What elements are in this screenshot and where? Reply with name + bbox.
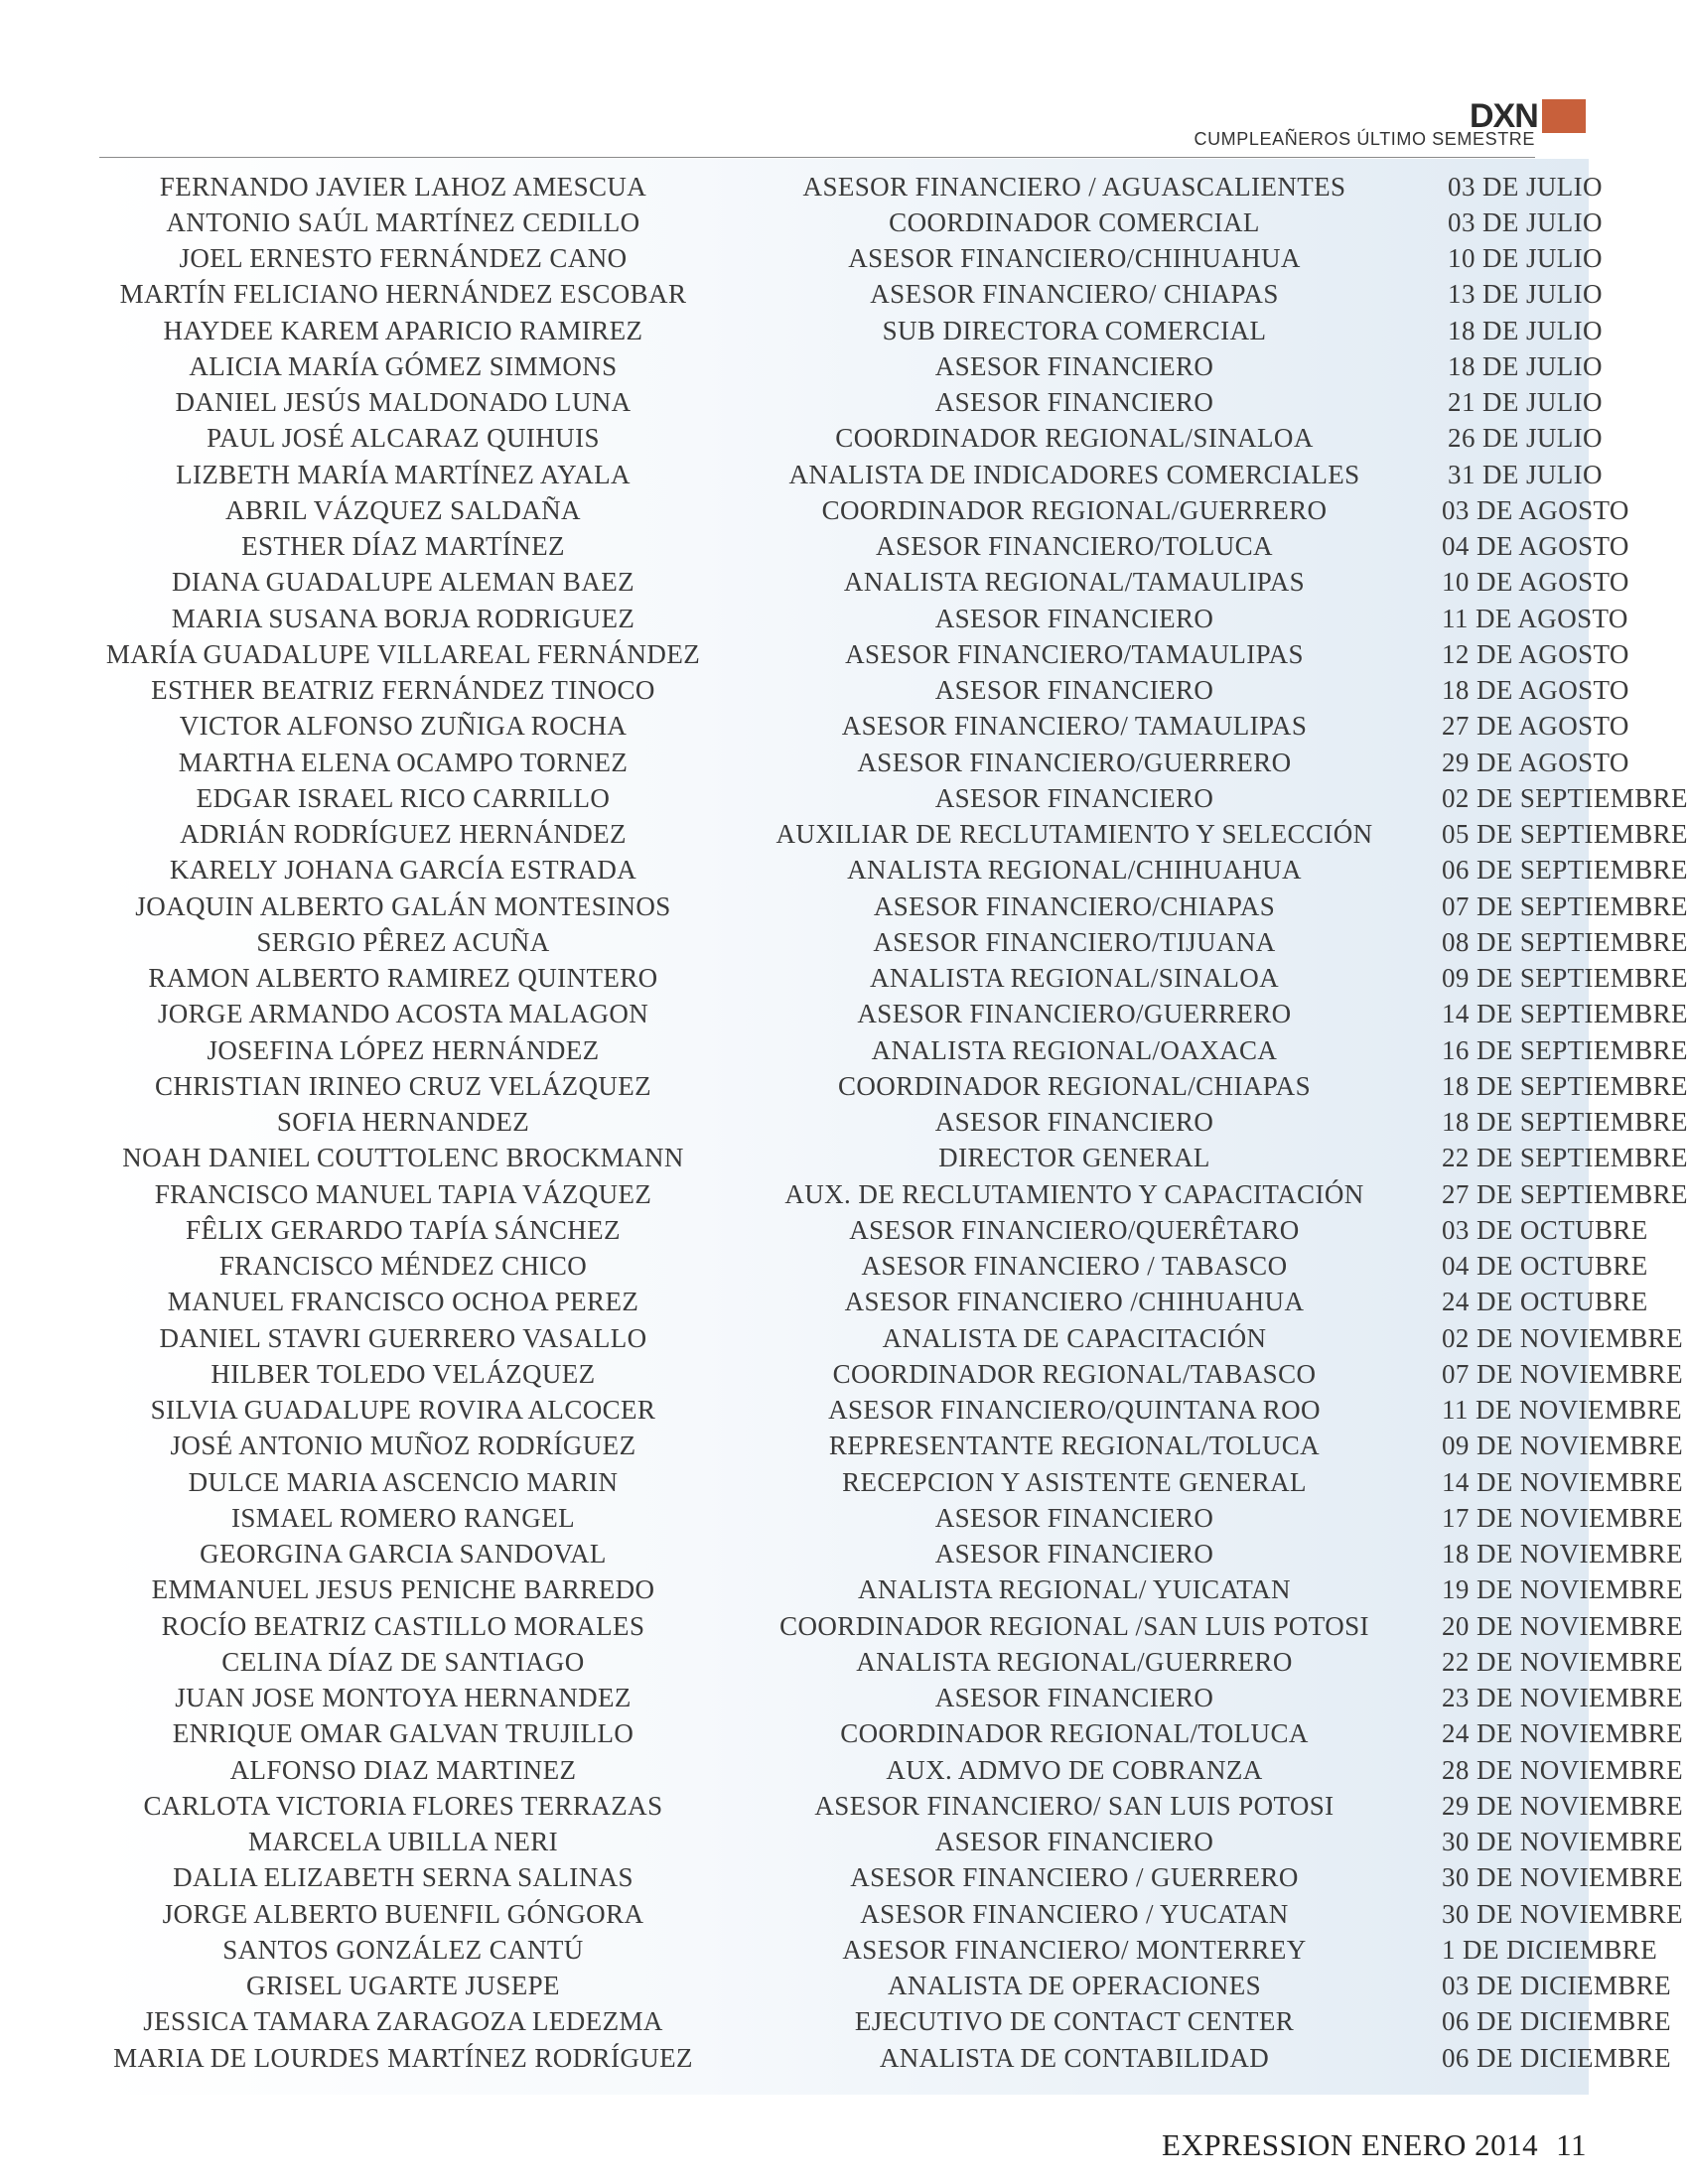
table-row [99, 1608, 1683, 1644]
table-row [99, 2040, 1671, 2076]
table-row [99, 313, 1609, 348]
employee-role: ASESOR FINANCIERO [934, 782, 1214, 813]
employee-role: ASESOR FINANCIERO/ TAMAULIPAS [841, 711, 1308, 742]
table-row [99, 1320, 1683, 1356]
employee-name: MARIA DE LOURDES MARTÍNEZ RODRÍGUEZ [113, 2042, 693, 2073]
birthday-date: 19 DE NOVIEMBRE [1442, 1574, 1683, 1605]
table-row [99, 1356, 1683, 1392]
employee-name: JORGE ARMANDO ACOSTA MALAGON [157, 999, 649, 1029]
employee-role: ASESOR FINANCIERO / TABASCO [861, 1251, 1288, 1282]
table-row [99, 169, 1609, 205]
employee-name: JOAQUIN ALBERTO GALÁN MONTESINOS [135, 890, 671, 921]
birthday-date: 02 DE SEPTIEMBRE [1442, 782, 1688, 813]
birthday-date: 13 DE JULIO [1448, 279, 1603, 310]
employee-name: ABRIL VÁZQUEZ SALDAÑA [225, 494, 581, 525]
birthday-date: 18 DE SEPTIEMBRE [1442, 1070, 1688, 1101]
employee-role: EJECUTIVO DE CONTACT CENTER [854, 2006, 1295, 2037]
table-row [99, 1572, 1683, 1608]
table-row [99, 348, 1609, 384]
header-rule [99, 157, 1535, 158]
birthday-date: 22 DE NOVIEMBRE [1442, 1646, 1683, 1677]
employee-role: ASESOR FINANCIERO/QUERÊTARO [849, 1214, 1300, 1245]
table-row [99, 1393, 1682, 1429]
employee-name: ALICIA MARÍA GÓMEZ SIMMONS [189, 350, 618, 381]
birthday-date: 03 DE JULIO [1448, 206, 1603, 237]
table-row [99, 1105, 1688, 1141]
employee-role: ASESOR FINANCIERO [934, 1827, 1214, 1857]
birthday-date: 24 DE NOVIEMBRE [1442, 1718, 1683, 1749]
employee-name: MARTÍN FELICIANO HERNÁNDEZ ESCOBAR [119, 279, 687, 310]
employee-name: SILVIA GUADALUPE ROVIRA ALCOCER [150, 1395, 656, 1426]
birthday-date: 28 DE NOVIEMBRE [1442, 1754, 1683, 1785]
employee-role: ASESOR FINANCIERO/GUERRERO [857, 747, 1292, 777]
table-row [99, 1932, 1658, 1968]
employee-role: COORDINADOR REGIONAL /SAN LUIS POTOSI [779, 1610, 1369, 1641]
employee-role: ASESOR FINANCIERO [934, 1107, 1214, 1138]
birthday-date: 04 DE AGOSTO [1442, 531, 1629, 562]
employee-name: ESTHER BEATRIZ FERNÁNDEZ TINOCO [151, 675, 655, 706]
table-row [99, 1068, 1688, 1104]
table-row [99, 492, 1629, 528]
table-row [99, 565, 1629, 601]
employee-role: ANALISTA REGIONAL/OAXACA [871, 1034, 1278, 1065]
table-row [99, 853, 1688, 888]
birthday-date: 07 DE SEPTIEMBRE [1442, 890, 1688, 921]
birthday-date: 26 DE JULIO [1448, 423, 1603, 454]
employee-name: JOSEFINA LÓPEZ HERNÁNDEZ [207, 1034, 600, 1065]
employee-name: FRANCISCO MÉNDEZ CHICO [218, 1251, 588, 1282]
publication-title: EXPRESSION ENERO 2014 [1162, 2127, 1539, 2162]
birthday-date: 1 DE DICIEMBRE [1442, 1934, 1658, 1965]
employee-role: ASESOR FINANCIERO/GUERRERO [857, 999, 1292, 1029]
section-title: CUMPLEAÑEROS ÚLTIMO SEMESTRE [1194, 129, 1535, 149]
table-row [99, 961, 1688, 997]
employee-name: ADRIÁN RODRÍGUEZ HERNÁNDEZ [180, 819, 627, 850]
employee-name: ESTHER DÍAZ MARTÍNEZ [241, 531, 565, 562]
employee-role: COORDINADOR REGIONAL/TOLUCA [840, 1718, 1309, 1749]
employee-role: ASESOR FINANCIERO / YUCATAN [860, 1898, 1289, 1929]
birthday-date: 10 DE JULIO [1448, 243, 1603, 274]
employee-name: PAUL JOSÉ ALCARAZ QUIHUIS [207, 423, 600, 454]
employee-role: REPRESENTANTE REGIONAL/TOLUCA [828, 1431, 1321, 1461]
employee-role: COORDINADOR REGIONAL/GUERRERO [821, 494, 1328, 525]
employee-name: MANUEL FRANCISCO OCHOA PEREZ [167, 1287, 639, 1317]
birthday-date: 22 DE SEPTIEMBRE [1442, 1143, 1688, 1173]
birthday-date: 03 DE OCTUBRE [1442, 1214, 1648, 1245]
employee-role: AUXILIAR DE RECLUTAMIENTO Y SELECCIÓN [775, 819, 1373, 850]
birthday-date: 03 DE JULIO [1448, 171, 1603, 202]
table-row [99, 457, 1609, 492]
table-row [99, 1176, 1688, 1212]
birthday-date: 09 DE SEPTIEMBRE [1442, 963, 1688, 994]
employee-name: NOAH DANIEL COUTTOLENC BROCKMANN [122, 1143, 684, 1173]
employee-name: MARIA SUSANA BORJA RODRIGUEZ [171, 603, 635, 633]
employee-name: GRISEL UGARTE JUSEPE [246, 1971, 560, 2001]
employee-role: COORDINADOR REGIONAL/CHIAPAS [838, 1070, 1311, 1101]
birthday-date: 08 DE SEPTIEMBRE [1442, 926, 1688, 957]
table-row [99, 277, 1609, 313]
birthday-date: 27 DE SEPTIEMBRE [1442, 1178, 1688, 1209]
employee-name: EDGAR ISRAEL RICO CARRILLO [196, 782, 611, 813]
employee-role: ASESOR FINANCIERO/ MONTERREY [842, 1934, 1307, 1965]
table-row [99, 745, 1629, 780]
employee-role: ANALISTA DE CAPACITACIÓN [882, 1322, 1267, 1353]
birthday-date: 06 DE DICIEMBRE [1442, 2006, 1671, 2037]
employee-name: DIANA GUADALUPE ALEMAN BAEZ [171, 567, 635, 598]
employee-name: FRANCISCO MANUEL TAPIA VÁZQUEZ [154, 1178, 652, 1209]
table-row [99, 601, 1628, 636]
birthday-date: 23 DE NOVIEMBRE [1442, 1683, 1683, 1713]
employee-role: ASESOR FINANCIERO/ CHIAPAS [870, 279, 1279, 310]
employee-role: ASESOR FINANCIERO /CHIHUAHUA [844, 1287, 1305, 1317]
table-row [99, 1825, 1683, 1860]
table-row [99, 1032, 1688, 1068]
employee-name: HILBER TOLEDO VELÁZQUEZ [211, 1358, 596, 1389]
employee-role: ASESOR FINANCIERO [934, 387, 1214, 418]
employee-name: KARELY JOHANA GARCÍA ESTRADA [169, 855, 637, 886]
table-row [99, 636, 1629, 672]
employee-name: JOEL ERNESTO FERNÁNDEZ CANO [179, 243, 628, 274]
employee-role: AUX. DE RECLUTAMIENTO Y CAPACITACIÓN [784, 1178, 1364, 1209]
birthday-date: 17 DE NOVIEMBRE [1442, 1502, 1683, 1533]
employee-name: JOSÉ ANTONIO MUÑOZ RODRÍGUEZ [170, 1431, 636, 1461]
employee-name: DALIA ELIZABETH SERNA SALINAS [173, 1862, 633, 1893]
employee-name: GEORGINA GARCIA SANDOVAL [200, 1539, 607, 1570]
table-row [99, 1464, 1683, 1500]
employee-name: DANIEL STAVRI GUERRERO VASALLO [159, 1322, 647, 1353]
table-row [99, 1141, 1688, 1176]
employee-name: ALFONSO DIAZ MARTINEZ [229, 1754, 577, 1785]
employee-name: SERGIO PÊREZ ACUÑA [256, 926, 550, 957]
table-row [99, 780, 1688, 816]
table-row [99, 924, 1688, 960]
employee-name: EMMANUEL JESUS PENICHE BARREDO [151, 1574, 655, 1605]
employee-role: ASESOR FINANCIERO [934, 350, 1214, 381]
employee-role: ASESOR FINANCIERO / AGUASCALIENTES [802, 171, 1346, 202]
table-row [99, 1969, 1671, 2004]
birthday-table [99, 169, 1688, 2076]
birthday-date: 18 DE AGOSTO [1442, 675, 1629, 706]
employee-role: DIRECTOR GENERAL [938, 1143, 1210, 1173]
employee-role: ASESOR FINANCIERO [934, 675, 1214, 706]
birthday-date: 04 DE OCTUBRE [1442, 1251, 1648, 1282]
birthday-date: 18 DE JULIO [1448, 350, 1603, 381]
employee-role: COORDINADOR REGIONAL/TABASCO [832, 1358, 1317, 1389]
employee-role: ASESOR FINANCIERO/CHIHUAHUA [848, 243, 1301, 274]
employee-name: FERNANDO JAVIER LAHOZ AMESCUA [159, 171, 647, 202]
employee-role: ANALISTA DE OPERACIONES [887, 1971, 1262, 2001]
employee-name: MARÍA GUADALUPE VILLAREAL FERNÁNDEZ [105, 638, 701, 669]
table-row [99, 673, 1629, 709]
birthday-date: 24 DE OCTUBRE [1442, 1287, 1648, 1317]
birthday-date: 06 DE DICIEMBRE [1442, 2042, 1671, 2073]
employee-name: SANTOS GONZÁLEZ CANTÚ [222, 1934, 584, 1965]
employee-role: RECEPCION Y ASISTENTE GENERAL [842, 1466, 1307, 1497]
employee-name: DANIEL JESÚS MALDONADO LUNA [175, 387, 632, 418]
birthday-date: 02 DE NOVIEMBRE [1442, 1322, 1683, 1353]
employee-role: ASESOR FINANCIERO/TOLUCA [876, 531, 1273, 562]
table-row [99, 1788, 1683, 1824]
table-row [99, 1860, 1683, 1896]
employee-name: FÊLIX GERARDO TAPÍA SÁNCHEZ [186, 1214, 621, 1245]
table-row [99, 2004, 1671, 2040]
table-row [99, 385, 1609, 421]
employee-role: ASESOR FINANCIERO [934, 1539, 1214, 1570]
employee-name: HAYDEE KAREM APARICIO RAMIREZ [163, 315, 643, 345]
birthday-date: 21 DE JULIO [1448, 387, 1603, 418]
table-row [99, 1716, 1683, 1752]
employee-name: JESSICA TAMARA ZARAGOZA LEDEZMA [143, 2006, 663, 2037]
birthday-date: 30 DE NOVIEMBRE [1442, 1862, 1683, 1893]
table-row [99, 1249, 1648, 1285]
table-row [99, 1681, 1683, 1716]
employee-role: ASESOR FINANCIERO / GUERRERO [850, 1862, 1299, 1893]
table-row [99, 709, 1629, 745]
birthday-date: 20 DE NOVIEMBRE [1442, 1610, 1683, 1641]
table-row [99, 205, 1609, 240]
employee-name: JORGE ALBERTO BUENFIL GÓNGORA [162, 1898, 644, 1929]
table-row [99, 1896, 1683, 1932]
table-row [99, 529, 1629, 565]
employee-role: ASESOR FINANCIERO [934, 1683, 1214, 1713]
employee-name: CARLOTA VICTORIA FLORES TERRAZAS [143, 1790, 663, 1821]
logo-accent-box [1542, 99, 1586, 133]
table-row [99, 1212, 1648, 1248]
employee-role: ANALISTA REGIONAL/TAMAULIPAS [843, 567, 1306, 598]
employee-name: LIZBETH MARÍA MARTÍNEZ AYALA [176, 459, 631, 489]
birthday-date: 14 DE SEPTIEMBRE [1442, 999, 1688, 1029]
table-row [99, 817, 1688, 853]
birthday-date: 11 DE NOVIEMBRE [1442, 1395, 1682, 1426]
birthday-date: 07 DE NOVIEMBRE [1442, 1358, 1683, 1389]
birthday-date: 16 DE SEPTIEMBRE [1442, 1034, 1688, 1065]
employee-role: ANALISTA REGIONAL/CHIHUAHUA [847, 855, 1302, 886]
table-row [99, 1752, 1683, 1788]
table-row [99, 1285, 1648, 1320]
table-row [99, 421, 1609, 457]
table-row [99, 1537, 1683, 1572]
page-footer [1162, 2127, 1587, 2163]
employee-name: RAMON ALBERTO RAMIREZ QUINTERO [148, 963, 658, 994]
employee-name: MARTHA ELENA OCAMPO TORNEZ [178, 747, 629, 777]
employee-role: ANALISTA REGIONAL/SINALOA [869, 963, 1280, 994]
employee-name: ISMAEL ROMERO RANGEL [230, 1502, 575, 1533]
birthday-date: 29 DE AGOSTO [1442, 747, 1629, 777]
employee-role: ANALISTA REGIONAL/ YUICATAN [858, 1574, 1291, 1605]
employee-role: COORDINADOR REGIONAL/SINALOA [835, 423, 1314, 454]
employee-role: ANALISTA DE INDICADORES COMERCIALES [788, 459, 1360, 489]
employee-name: ANTONIO SAÚL MARTÍNEZ CEDILLO [166, 206, 640, 237]
employee-name: VICTOR ALFONSO ZUÑIGA ROCHA [179, 711, 628, 742]
birthday-date: 27 DE AGOSTO [1442, 711, 1629, 742]
employee-name: CELINA DÍAZ DE SANTIAGO [221, 1646, 585, 1677]
birthday-date: 05 DE SEPTIEMBRE [1442, 819, 1688, 850]
birthday-date: 18 DE SEPTIEMBRE [1442, 1107, 1688, 1138]
table-row [99, 1644, 1683, 1680]
table-row [99, 888, 1688, 924]
birthday-date: 18 DE JULIO [1448, 315, 1603, 345]
employee-role: ANALISTA DE CONTABILIDAD [879, 2042, 1270, 2073]
employee-role: ASESOR FINANCIERO [934, 1502, 1214, 1533]
birthday-date: 11 DE AGOSTO [1442, 603, 1628, 633]
page-number: 11 [1556, 2127, 1587, 2162]
logo-text: DXN [1470, 97, 1538, 135]
employee-role: ASESOR FINANCIERO/ SAN LUIS POTOSI [814, 1790, 1335, 1821]
employee-role: COORDINADOR COMERCIAL [889, 206, 1260, 237]
employee-role: ASESOR FINANCIERO/TIJUANA [873, 926, 1276, 957]
employee-name: SOFIA HERNANDEZ [276, 1107, 530, 1138]
birthday-date: 30 DE NOVIEMBRE [1442, 1827, 1683, 1857]
table-row [99, 1500, 1683, 1536]
employee-name: ENRIQUE OMAR GALVAN TRUJILLO [172, 1718, 634, 1749]
birthday-date: 31 DE JULIO [1448, 459, 1603, 489]
birthday-date: 03 DE AGOSTO [1442, 494, 1629, 525]
table-row [99, 1429, 1683, 1464]
birthday-date: 03 DE DICIEMBRE [1442, 1971, 1671, 2001]
birthday-date: 14 DE NOVIEMBRE [1442, 1466, 1683, 1497]
birthday-date: 12 DE AGOSTO [1442, 638, 1629, 669]
employee-name: CHRISTIAN IRINEO CRUZ VELÁZQUEZ [154, 1070, 652, 1101]
employee-role: ASESOR FINANCIERO/QUINTANA ROO [828, 1395, 1321, 1426]
birthday-date: 09 DE NOVIEMBRE [1442, 1431, 1683, 1461]
employee-role: ASESOR FINANCIERO [934, 603, 1214, 633]
employee-role: AUX. ADMVO DE COBRANZA [886, 1754, 1263, 1785]
employee-role: SUB DIRECTORA COMERCIAL [882, 315, 1267, 345]
employee-role: ASESOR FINANCIERO/TAMAULIPAS [845, 638, 1304, 669]
birthday-date: 06 DE SEPTIEMBRE [1442, 855, 1688, 886]
birthday-date: 18 DE NOVIEMBRE [1442, 1539, 1683, 1570]
employee-name: ROCÍO BEATRIZ CASTILLO MORALES [161, 1610, 645, 1641]
birthday-date: 10 DE AGOSTO [1442, 567, 1629, 598]
employee-name: MARCELA UBILLA NERI [247, 1827, 559, 1857]
employee-role: ANALISTA REGIONAL/GUERRERO [856, 1646, 1293, 1677]
table-row [99, 997, 1688, 1032]
employee-name: JUAN JOSE MONTOYA HERNANDEZ [175, 1683, 632, 1713]
employee-name: DULCE MARIA ASCENCIO MARIN [188, 1466, 619, 1497]
employee-role: ASESOR FINANCIERO/CHIAPAS [873, 890, 1276, 921]
birthday-date: 29 DE NOVIEMBRE [1442, 1790, 1683, 1821]
table-row [99, 241, 1609, 277]
birthday-date: 30 DE NOVIEMBRE [1442, 1898, 1683, 1929]
